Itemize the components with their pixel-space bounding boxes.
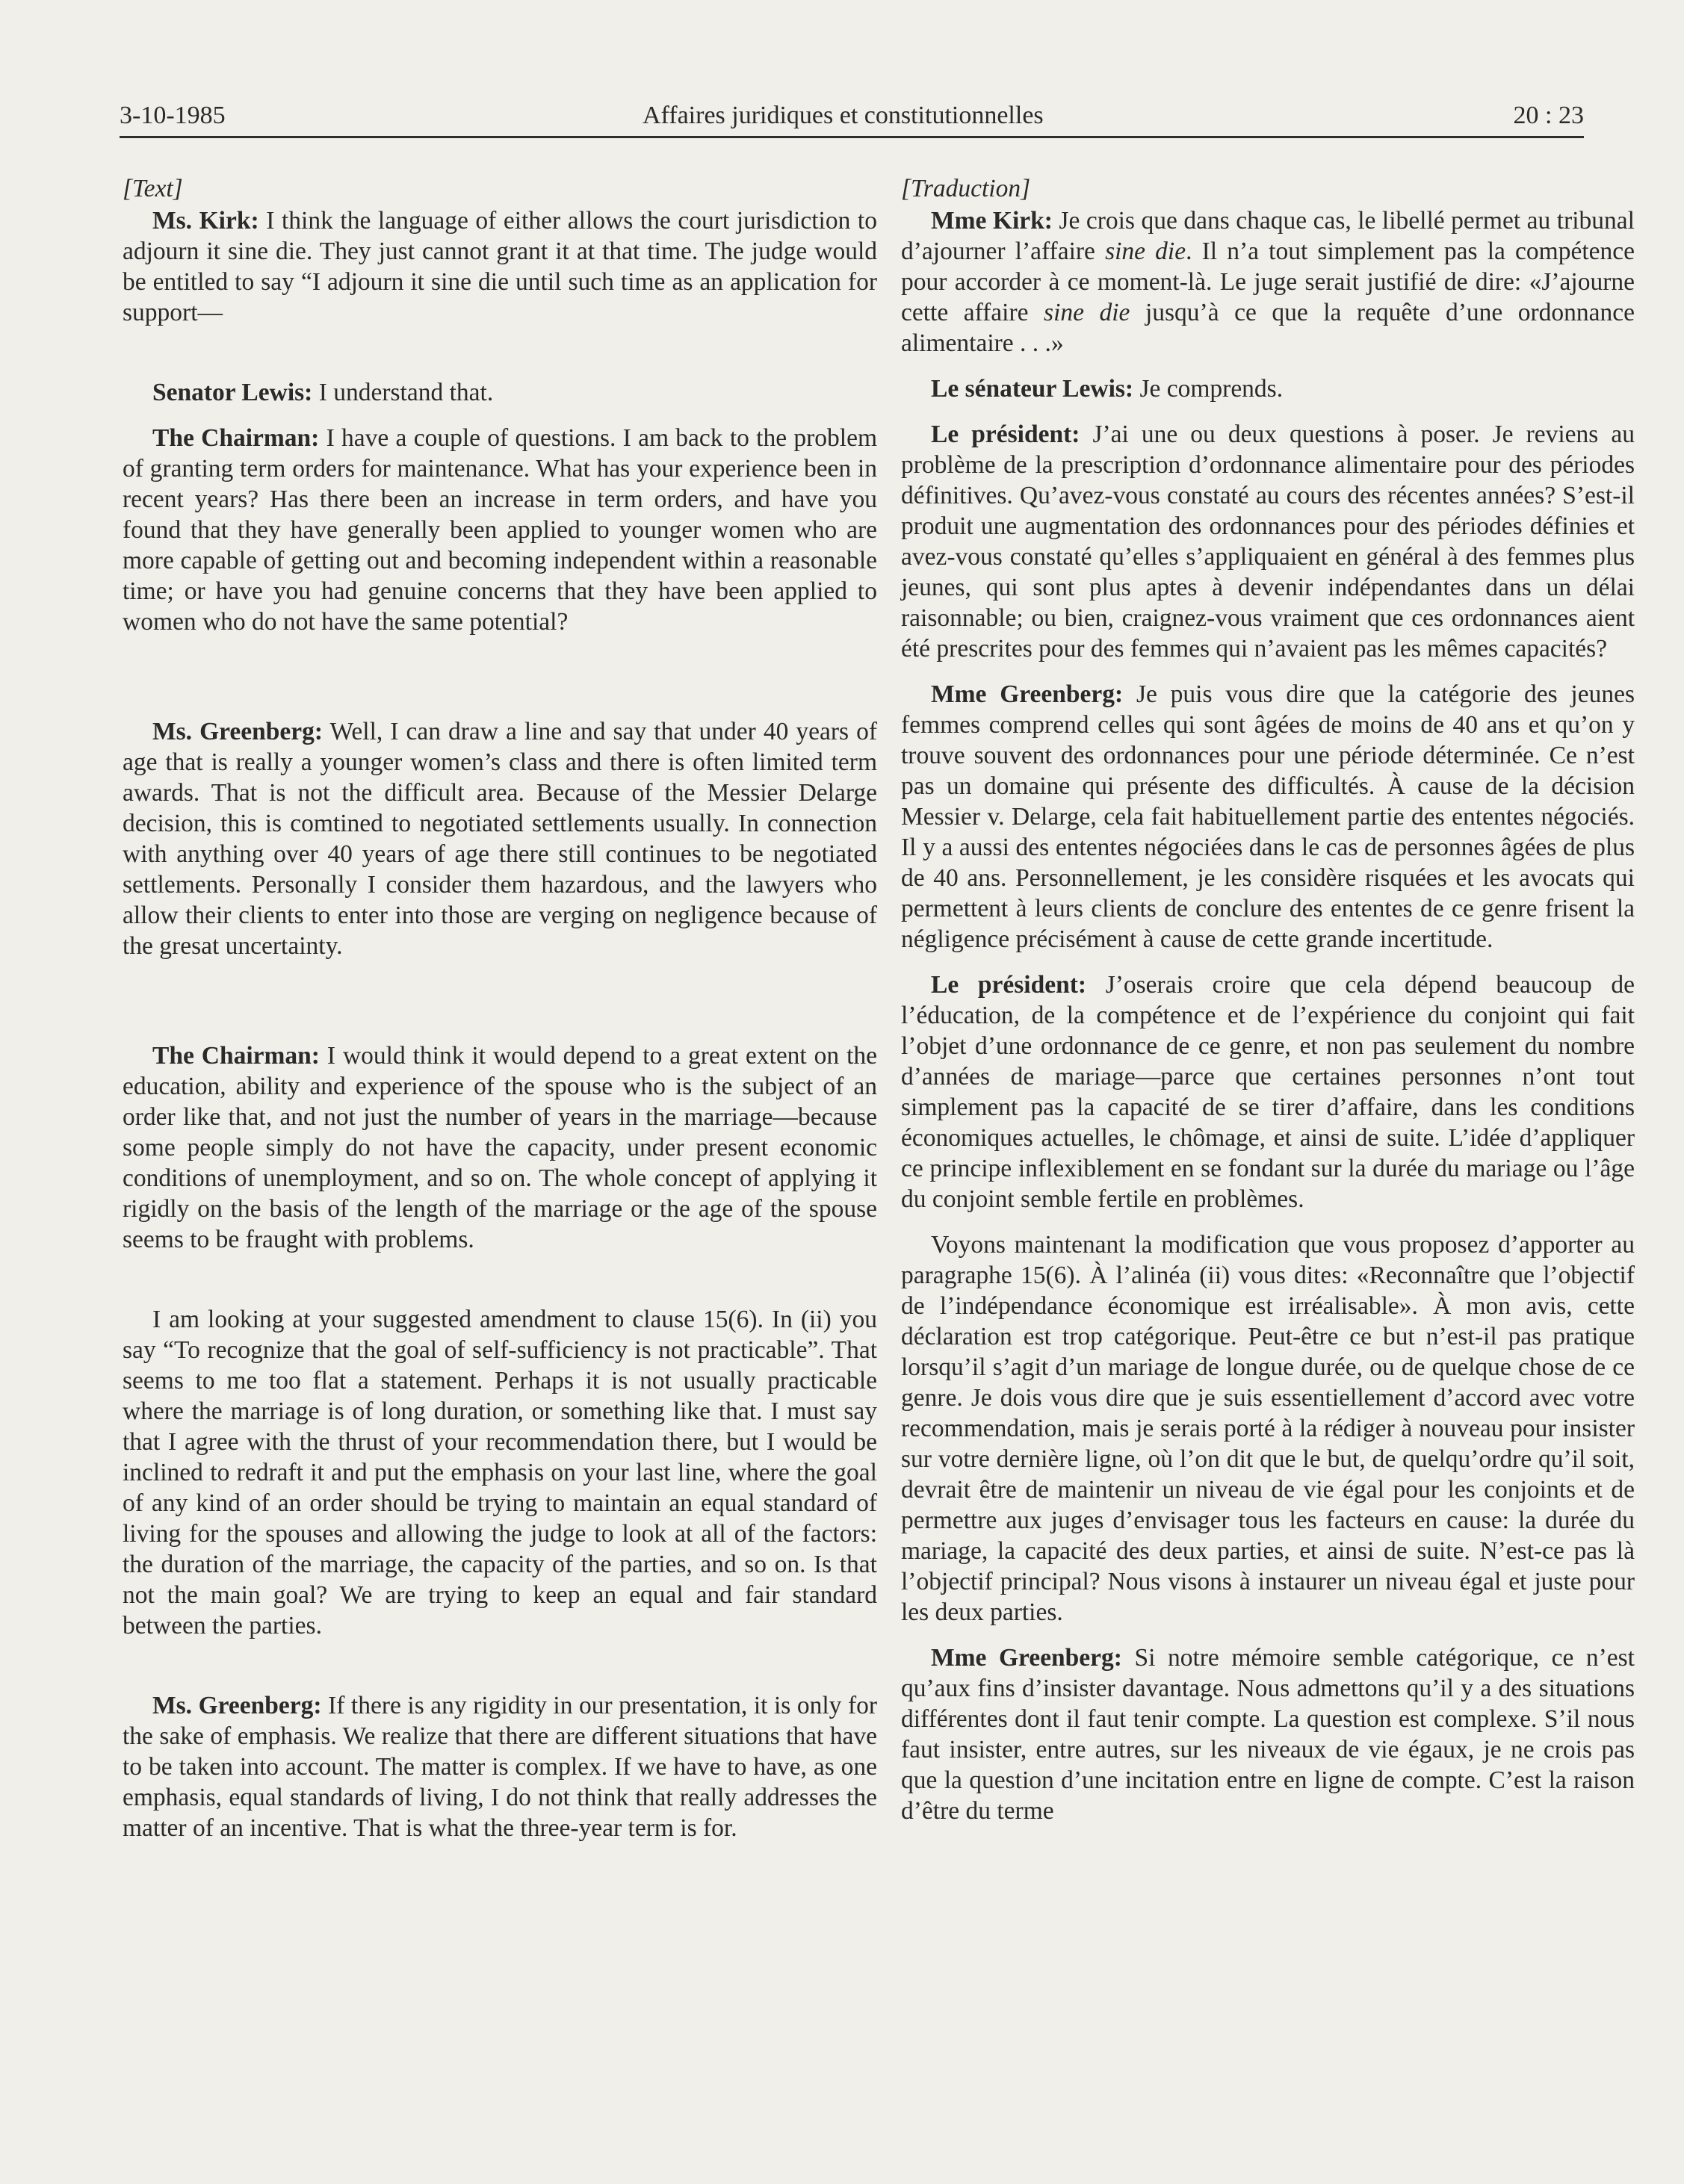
french-column (901, 173, 1635, 1841)
speaker-name: Mme Greenberg: (931, 1644, 1122, 1672)
paragraph (901, 419, 1635, 664)
speech-text: Je comprends. (1133, 375, 1284, 403)
paragraph (901, 1642, 1635, 1826)
paragraph (123, 716, 877, 961)
speaker-name: Ms. Greenberg: (152, 718, 324, 745)
english-column (123, 173, 877, 1858)
paragraph: I am looking at your suggested amendment to clause 15(6). In (ii) you say “To recognize that the goal of self-sufficiency is not practicable”. That seems to me too flat a statement. Perhaps it is not usually practicable where the marriage is of long duration, or something like that. I must say that I agree with the thrust of your recommendation there, but I would be inclined to redraft it and put the emphasis on your last line, where the goal of any kind of an order should be trying to maintain an equal standard of living for the spouses and allowing the judge to look at all of the factors: the duration of the marriage, the capacity of the parties, and so on. Is that not the main goal? We are trying to keep an equal and fair standard between the parties. (123, 1306, 877, 1639)
paragraph (123, 1040, 877, 1255)
paragraph (901, 373, 1635, 404)
speech-text: . Il n’a tout simplement pas la compétence pour accorder à ce moment-là. Le juge serait justifié de dire: «J’ajourne cette affaire (901, 238, 1635, 326)
speech-text: I understand that. (312, 379, 494, 406)
speaker-name: Mme Greenberg: (931, 680, 1124, 708)
speaker-name: Ms. Kirk: (152, 207, 259, 235)
paragraph (123, 377, 877, 408)
speech-text: Je crois que dans chaque cas, le libellé permet au tribunal d’ajourner l’affaire (901, 207, 1635, 265)
speaker-name: The Chairman: (152, 424, 320, 452)
speaker-name: Le président: (931, 421, 1080, 448)
paragraph (123, 205, 877, 328)
speech-text: jusqu’à ce que la requête d’une ordonnance alimentaire . . .» (901, 299, 1635, 357)
paragraph (901, 970, 1635, 1214)
paragraph (123, 1690, 877, 1843)
speech-text: Well, I can draw a line and say that under 40 years of age that is really a younger women’s class and there is often limited term awards. That is not the difficult area. Because of the Messier Delarge decision, this is comtined to negotiated settlements usually. In connection with anything over 40 years of age there still continues to be negotiated settlements. Personally I consider them hazardous, and the lawyers who allow their clients to enter into those are verging on negligence because of the gresat uncertainty. (123, 718, 877, 960)
text-tag: [Text] (123, 175, 183, 202)
speech-text: I think the language of either allows the court jurisdiction to adjourn it sine die. They just cannot grant it at that time. The judge would be entitled to say “I adjourn it sine die until such time as an application for support— (123, 207, 877, 326)
translation-tag: [Traduction] (901, 175, 1031, 202)
page-header (120, 88, 1584, 138)
speaker-name: The Chairman: (152, 1042, 320, 1070)
header-page-number: 20 : 23 (1513, 102, 1584, 129)
speaker-name: Ms. Greenberg: (152, 1692, 322, 1719)
speech-text: Je puis vous dire que la catégorie des jeunes femmes comprend celles qui sont âgées de moins de 40 ans et qu’on y trouve souvent des ordonnances pour une période déterminée. Ce n’est pas un domaine qui présente des difficultés. À cause de la décision Messier v. Delarge, cela fait habituellement partie des ententes négociés. Il y a aussi des ententes négociées dans le cas de personnes âgées de plus de 40 ans. Personnellement, je les considère risquées et les avocats qui permettent à leurs clients de conclure des ententes de ce genre frisent la négligence précisément à cause de cette grande incertitude. (901, 680, 1635, 953)
speech-text: J’ai une ou deux questions à poser. Je reviens au problème de la prescription d’ordonnance alimentaire pour des périodes définitives. Qu’avez-vous constaté au cours des récentes années? S’est-il produit une augmentation des ordonnances pour des périodes définies et avez-vous constaté qu’elles s’appliquaient en général à des femmes plus jeunes, qui sont plus aptes à devenir indépendantes dans un délai raisonnable; ou bien, craignez-vous vraiment que ces ordonnances aient été prescrites pour des femmes qui n’avaient pas les mêmes capacités? (901, 421, 1635, 663)
latin-term: sine die (1044, 299, 1130, 326)
speech-text: If there is any rigidity in our presentation, it is only for the sake of emphasis. We realize that there are different situations that have to be taken into account. The matter is complex. If we have to have, as one emphasis, equal standards of living, I do not think that really addresses the matter of an incentive. That is what the three-year term is for. (123, 1692, 878, 1842)
paragraph (901, 205, 1635, 359)
header-title: Affaires juridiques et constitutionnelles (643, 102, 1044, 129)
speech-text: J’oserais croire que cela dépend beaucoup de l’éducation, de la compétence et de l’expérience du conjoint qui fait l’objet d’une ordonnance de ce genre, et non pas seulement du nombre d’années de mariage—parce que certaines personnes n’ont tout simplement pas la capacité de se tirer d’affaire, dans les conditions économiques actuelles, le chômage, et ainsi de suite. L’idée d’appliquer ce principe inflexiblement en se fondant sur la durée du mariage ou l’âge du conjoint semble fertile en problèmes. (901, 971, 1635, 1213)
header-date: 3-10-1985 (120, 102, 226, 129)
paragraph: Voyons maintenant la modification que vous proposez d’apporter au paragraphe 15(6). À l’alinéa (ii) vous dites: «Reconnaître que l’objectif de l’indépendance économique est irréalisable». À mon avis, cette déclaration est trop catégorique. Peut-être ce but n’est-il pas pratique lorsqu’il s’agit d’un mariage de longue durée, ou de quelque chose de ce genre. Je dois vous dire que je suis essentiellement d’accord avec votre recommendation, mais je serais porté à la rédiger à nouveau pour insister sur votre dernière ligne, où l’on dit que le but, de quelqu’ordre qu’il soit, devrait être de maintenir un niveau de vie égal pour les conjoints et de permettre aux juges d’envisager tous les facteurs en cause: la durée du mariage, la capacité des deux parties, et ainsi de suite. N’est-ce pas là l’objectif principal? Nous visons à instaurer un niveau égal et juste pour les deux parties. (901, 1231, 1635, 1626)
speaker-name: Mme Kirk: (931, 207, 1053, 235)
speech-text: I would think it would depend to a great extent on the education, ability and experience of the spouse who is the subject of an order like that, and not just the number of years in the marriage—because some people simply do not have the capacity, under present economic conditions of unemployment, and so on. The whole concept of applying it rigidly on the basis of the length of the marriage or the age of the spouse seems to be fraught with problems. (123, 1042, 878, 1253)
paragraph (901, 679, 1635, 955)
speaker-name: Le président: (931, 971, 1087, 999)
paragraph (123, 423, 877, 637)
speech-text: I have a couple of questions. I am back to the problem of granting term orders for maintenance. What has your experience been in recent years? Has there been an increase in term orders, and have you found that they have generally been applied to younger women who are more capable of getting out and becoming independent within a reasonable time; or have you had genuine concerns that they have been applied to women who do not have the same potential? (123, 424, 877, 636)
speaker-name: Le sénateur Lewis: (931, 375, 1134, 403)
speaker-name: Senator Lewis: (152, 379, 313, 406)
latin-term: sine die (1105, 238, 1186, 265)
speech-text: Si notre mémoire semble catégorique, ce n’est qu’aux fins d’insister davantage. Nous admettons qu’il y a des situations différentes dont il faut tenir compte. La question est complexe. S’il nous faut insister, entre autres, sur les niveaux de vie égaux, je ne crois pas que la question d’une incitation entre en ligne de compte. C’est la raison d’être du terme (901, 1644, 1635, 1825)
